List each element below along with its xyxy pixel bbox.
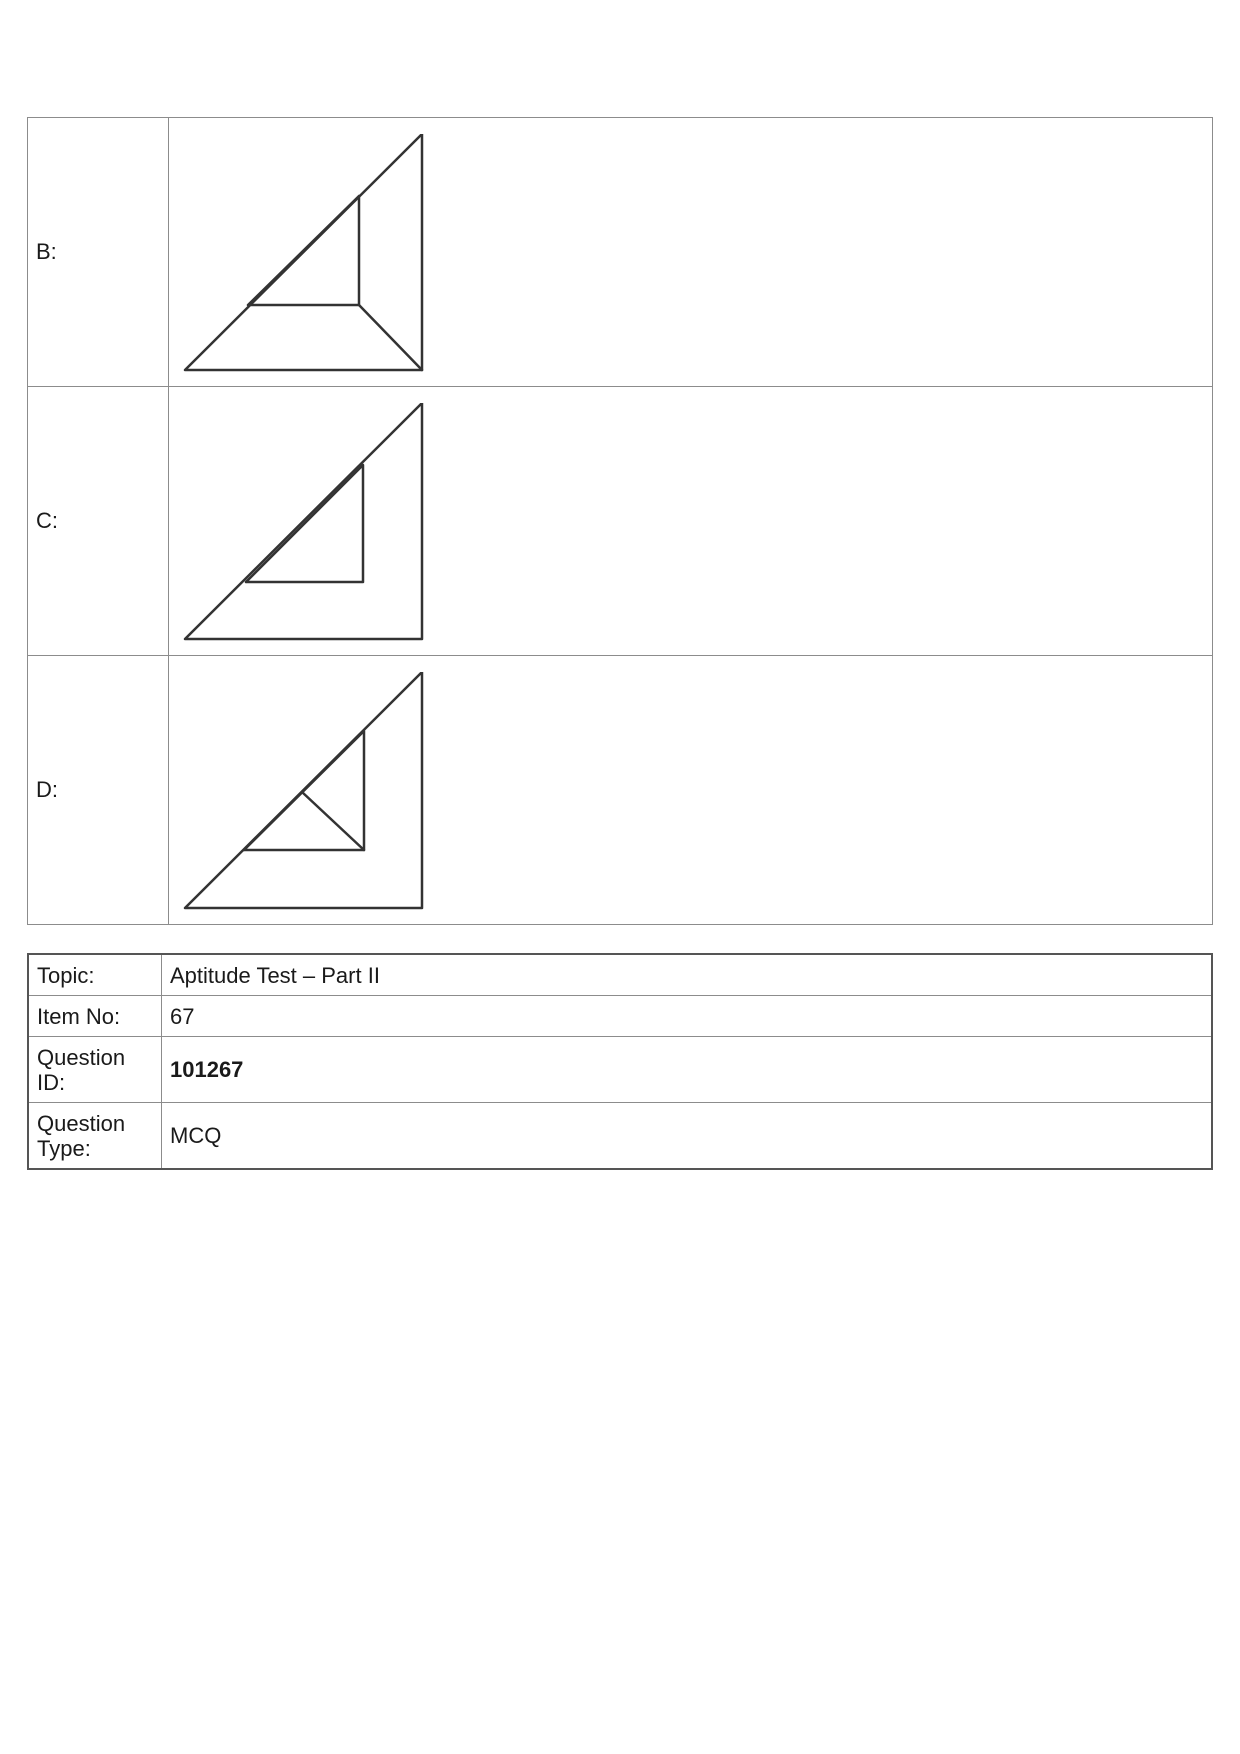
option-label: C: (28, 387, 169, 656)
topic-label: Topic: (28, 954, 162, 996)
question-id-label: Question ID: (28, 1037, 162, 1103)
inner-open-triangle (246, 465, 363, 582)
option-label: D: (28, 656, 169, 925)
outer-triangle (185, 403, 422, 639)
option-label: B: (28, 118, 169, 387)
item-value: 67 (162, 996, 1213, 1037)
meta-row-topic (28, 954, 1212, 996)
option-figure-cell (169, 118, 1213, 387)
option-row-b (28, 118, 1213, 387)
topic-value: Aptitude Test – Part II (162, 954, 1213, 996)
option-row-c (28, 387, 1213, 656)
meta-row-qtype (28, 1103, 1212, 1170)
options-table (27, 117, 1213, 925)
inner-triangle (248, 196, 359, 305)
option-figure-cell (169, 656, 1213, 925)
option-b-figure (182, 134, 426, 374)
item-label: Item No: (28, 996, 162, 1037)
question-meta-table (27, 953, 1213, 1170)
inner-diagonal (302, 792, 364, 850)
option-figure-cell (169, 387, 1213, 656)
meta-row-item (28, 996, 1212, 1037)
question-id-value: 101267 (162, 1037, 1213, 1103)
question-type-value: MCQ (162, 1103, 1213, 1170)
option-row-d (28, 656, 1213, 925)
option-c-figure (182, 403, 426, 643)
question-type-label: Question Type: (28, 1103, 162, 1170)
meta-row-qid (28, 1037, 1212, 1103)
corner-connector (359, 305, 422, 370)
option-d-figure (182, 672, 426, 912)
